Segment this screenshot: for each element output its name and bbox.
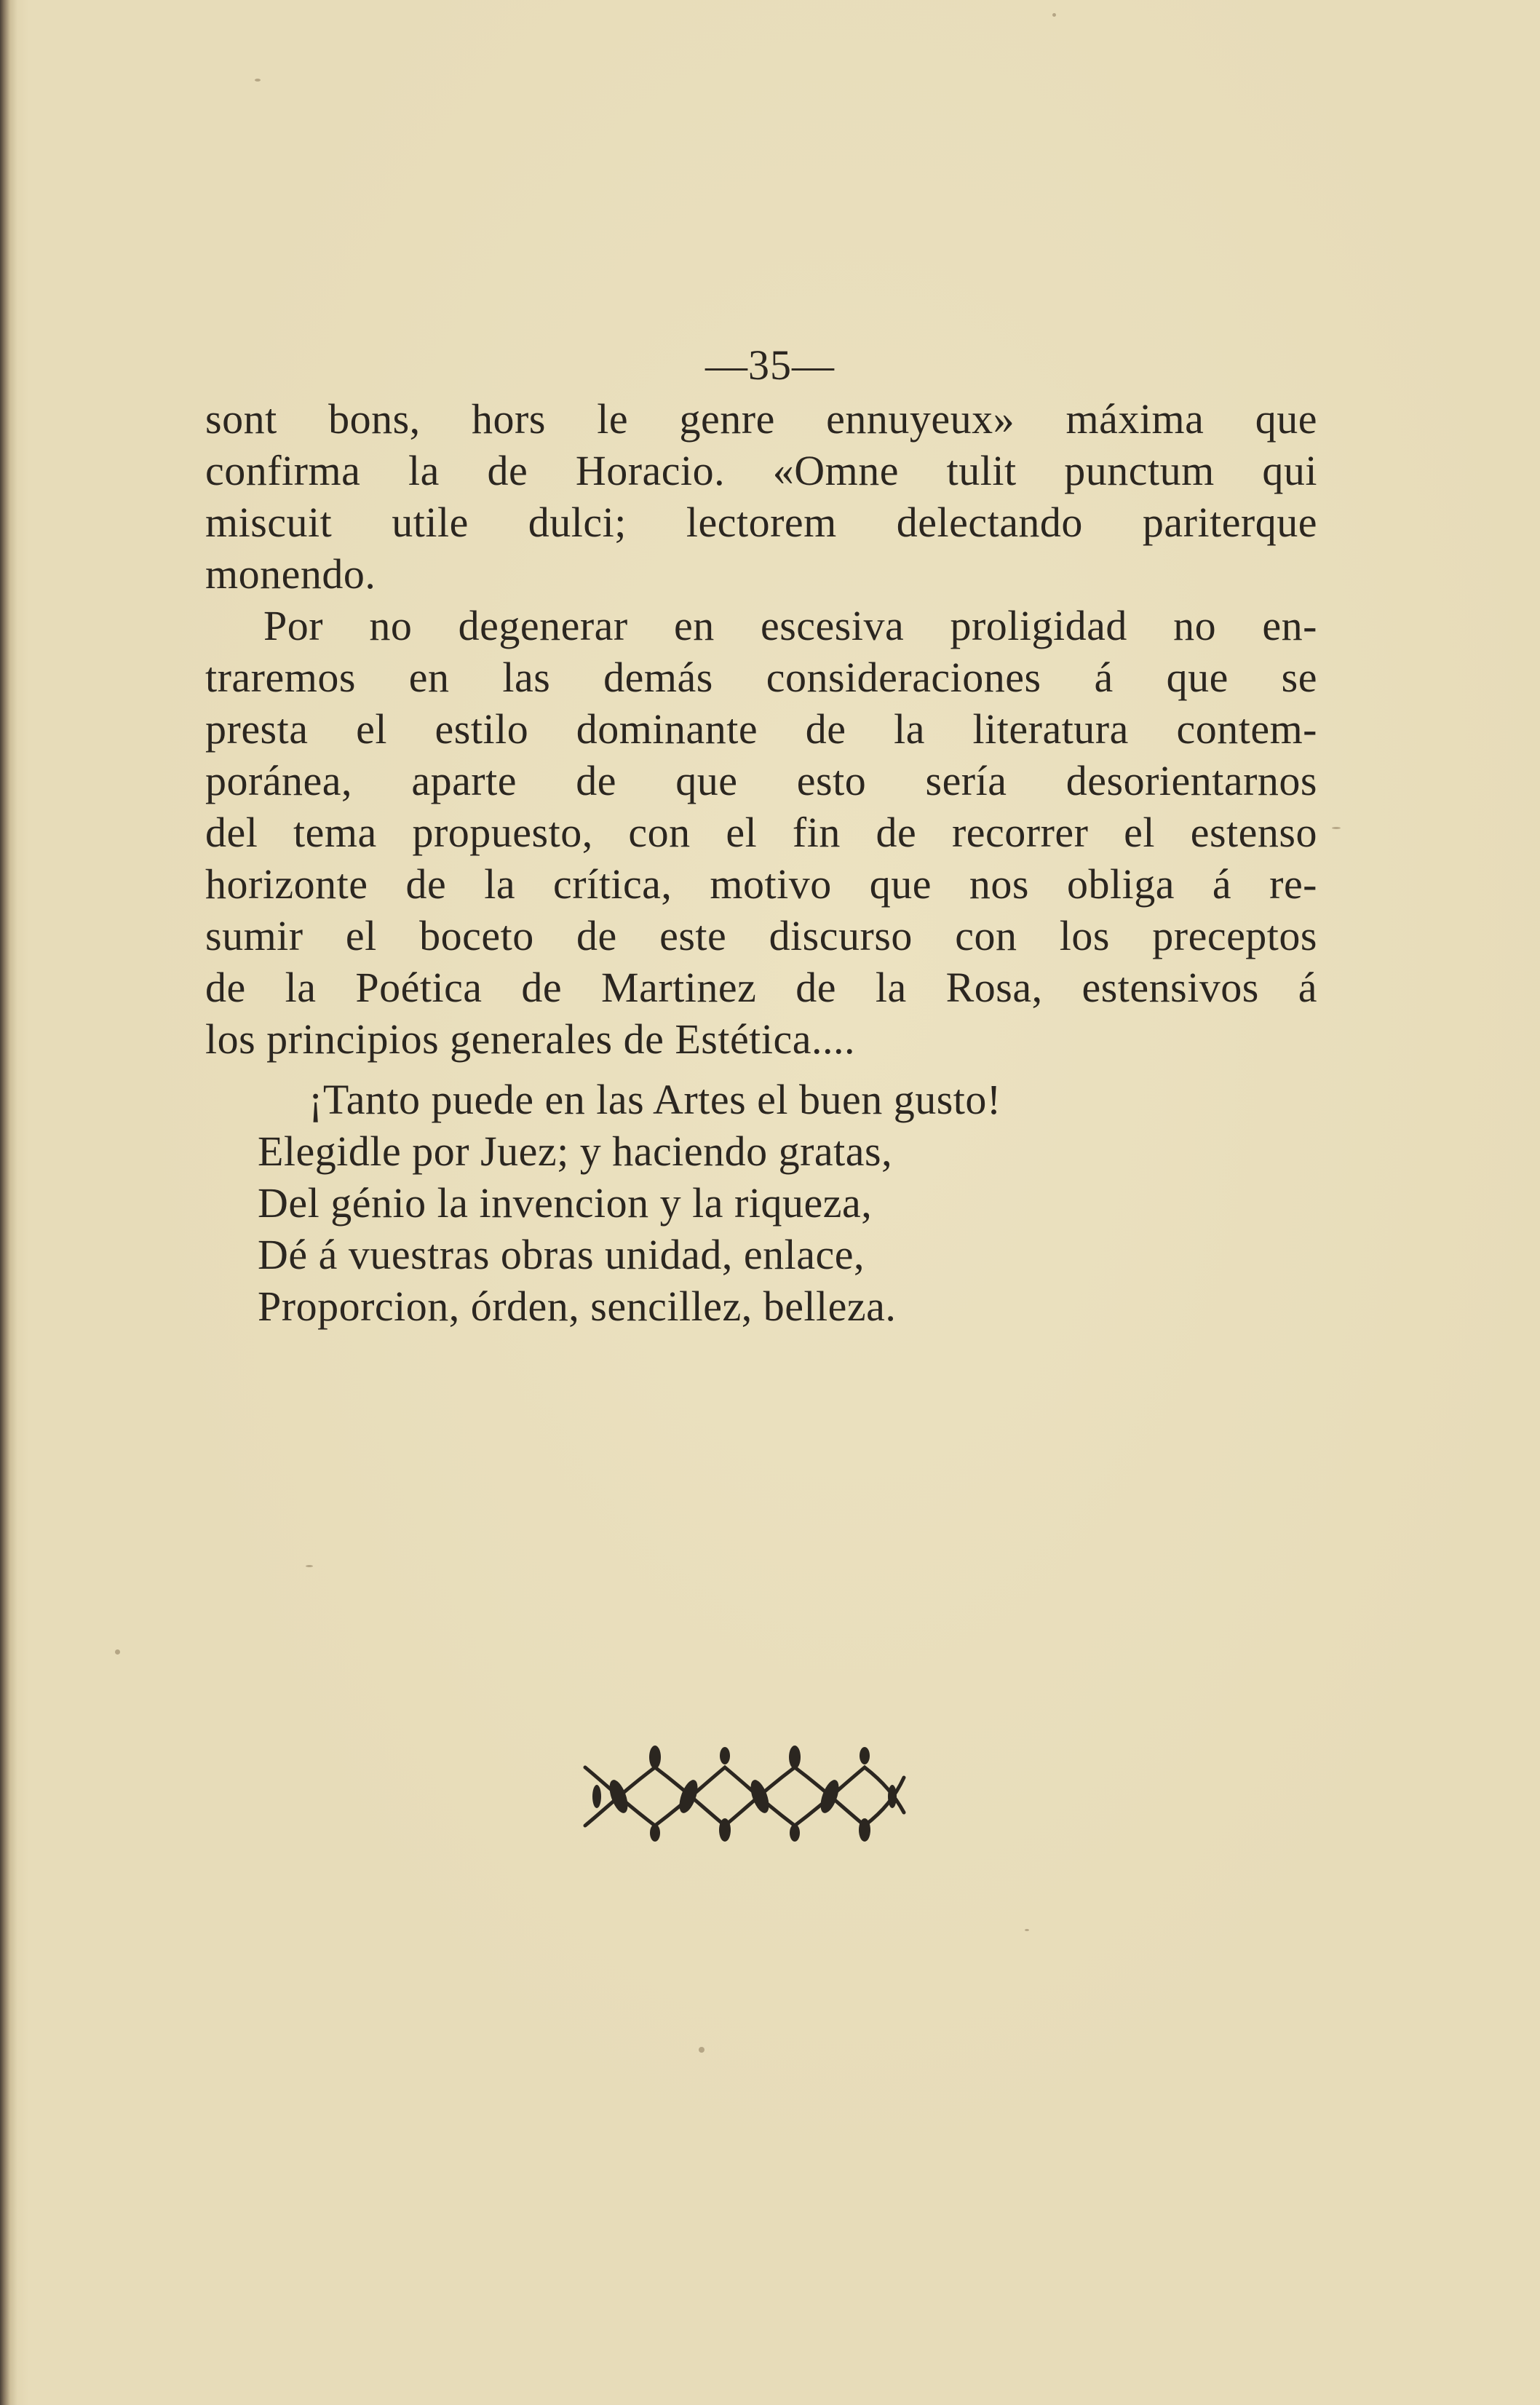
verse-line-2: Elegidle por Juez; y haciendo gratas, — [258, 1128, 893, 1175]
leaf-vine-ornament-icon — [582, 1746, 907, 1842]
verse-line-4: Dé á vuestras obras unidad, enlace, — [258, 1231, 865, 1278]
verse-line-3: Del génio la invencion y la riqueza, — [258, 1179, 873, 1227]
paper-speck — [1025, 1929, 1029, 1931]
paragraph-2-line-1: Por no degenerar en escesiva proligidad no en- — [263, 602, 1317, 649]
verse-line-1: ¡Tanto puede en las Artes el buen gusto! — [309, 1076, 1001, 1123]
paragraph-2-line-3: presta el estilo dominante de la literatura contem- — [205, 705, 1317, 753]
paragraph-2-line-4: poránea, aparte de que esto sería desorientarnos — [205, 757, 1317, 804]
page-number: —35— — [705, 341, 835, 389]
paragraph-1-line-3: miscuit utile dulci; lectorem delectando pariterque — [205, 499, 1317, 546]
paragraph-1-line-4: monendo. — [205, 550, 376, 598]
paragraph-2-line-6: horizonte de la crítica, motivo que nos obliga á re- — [205, 860, 1317, 908]
body-text — [205, 393, 1317, 1065]
paragraph-2-line-2: traremos en las demás consideraciones á que se — [205, 654, 1317, 701]
paragraph-1-line-1: sont bons, hors le genre ennuyeux» máxima que — [205, 395, 1317, 443]
paper-speck — [255, 79, 261, 82]
paragraph-2-line-9: los principios generales de Estética.... — [205, 1015, 855, 1063]
paper-speck — [115, 1649, 120, 1655]
paper-speck — [1052, 13, 1056, 17]
paragraph-2-line-8: de la Poética de Martinez de la Rosa, estensivos á — [205, 964, 1317, 1011]
paper-speck — [1332, 827, 1341, 829]
verse-quotation — [258, 1074, 1001, 1332]
paragraph-1-line-2: confirma la de Horacio. «Omne tulit punctum qui — [205, 447, 1317, 494]
verse-line-5: Proporcion, órden, sencillez, belleza. — [258, 1283, 897, 1330]
paragraph-2-line-5: del tema propuesto, con el fin de recorrer el estenso — [205, 809, 1317, 856]
paper-speck — [306, 1565, 313, 1567]
paragraph-2-line-7: sumir el boceto de este discurso con los preceptos — [205, 912, 1317, 959]
paper-speck — [699, 2047, 704, 2053]
